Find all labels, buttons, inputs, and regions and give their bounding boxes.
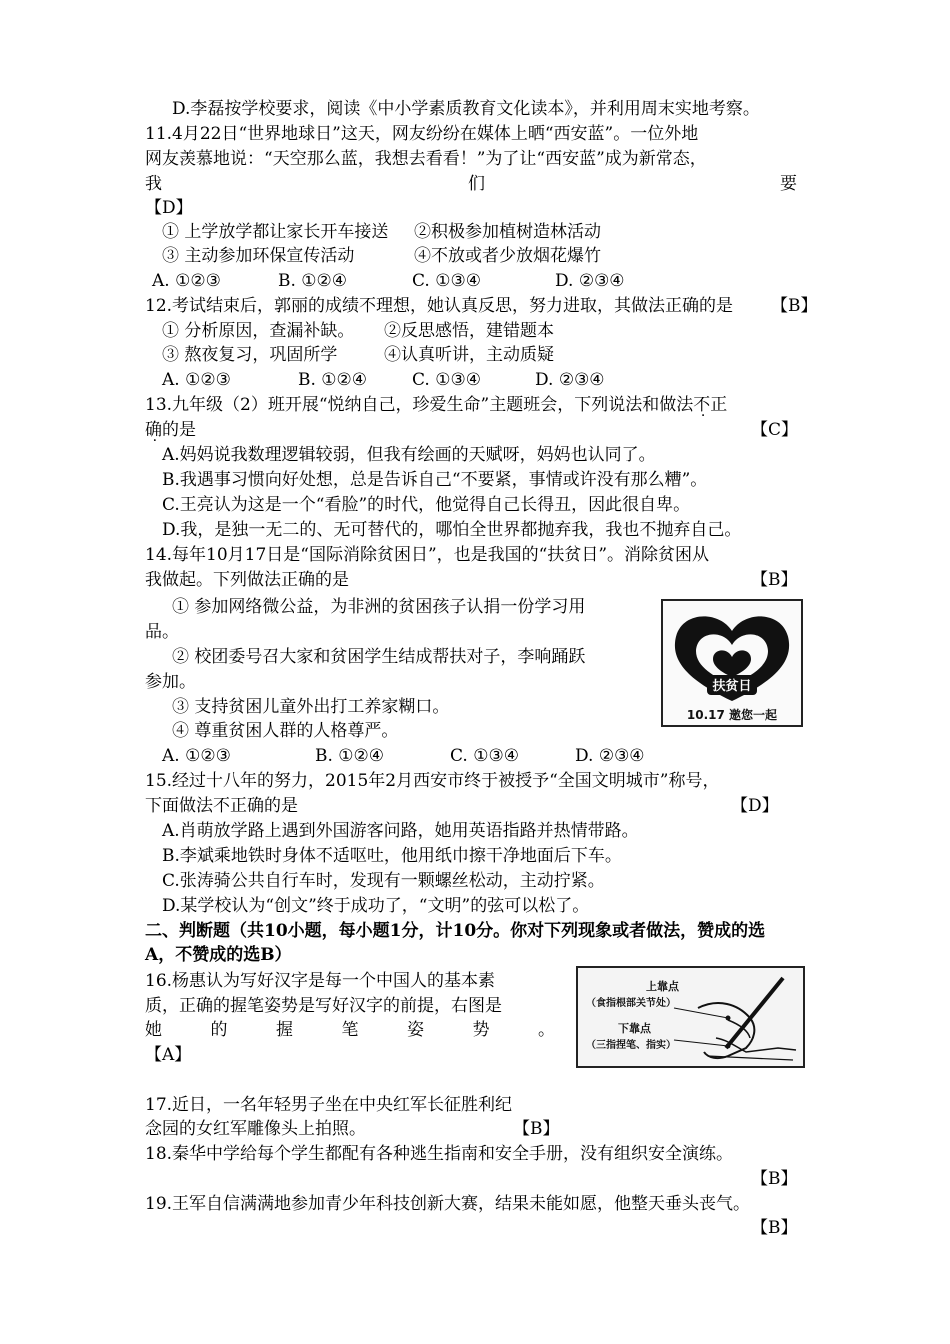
q12-option-b: B. ①②④ <box>298 370 368 390</box>
q16-char: 势 <box>472 1020 490 1040</box>
q14-option-d: D. ②③④ <box>575 746 645 766</box>
q14-option-c: C. ①③④ <box>450 746 519 766</box>
q14-item1a: ① 参加网络微公益，为非洲的贫困孩子认捐一份学习用 <box>172 597 586 617</box>
q12-option-a: A. ①②③ <box>162 370 231 390</box>
q16-answer: 【A】 <box>145 1045 192 1065</box>
upper-point-desc: （食指根部关节处） <box>586 998 676 1009</box>
q16-char: 握 <box>276 1020 293 1040</box>
q14-option-b: B. ①②④ <box>315 746 385 766</box>
q11-item2: ②积极参加植树造林活动 <box>414 222 601 242</box>
q16-stem-line2: 质，正确的握笔姿势是写好汉字的前提，右图是 <box>145 996 502 1016</box>
q14-item2b: 参加。 <box>145 672 196 692</box>
q16-char: 。 <box>538 1020 555 1040</box>
q11-option-d: D. ②③④ <box>555 271 625 291</box>
q11-item4: ④不放或者少放烟花爆竹 <box>414 246 601 266</box>
q15-option-c: C.张涛骑公共自行车时，发现有一颗螺丝松动，主动拧紧。 <box>162 871 605 891</box>
q12-item2: ②反思感悟，建错题本 <box>384 321 554 341</box>
q15-stem-line1: 15.经过十八年的努力，2015年2月西安市终于被授予“全国文明城市”称号， <box>145 771 720 791</box>
section2-heading-line1: 二、判断题（共10小题，每小题1分，计10分。你对下列现象或者做法，赞成的选 <box>145 921 766 941</box>
q11-stem-line2: 网友羡慕地说：“天空那么蓝，我想去看看！”为了让“西安蓝”成为新常态， <box>145 149 707 169</box>
q18-answer: 【B】 <box>751 1169 798 1189</box>
q13-answer: 【C】 <box>751 420 799 440</box>
q13-option-b: B.我遇事习惯向好处想，总是告诉自己“不要紧，事情或许没有那么糟”。 <box>162 470 708 490</box>
q19-stem: 19.王军自信满满地参加青少年科技创新大赛，结果未能如愿，他整天垂头丧气。 <box>145 1194 751 1214</box>
q17-stem-line2: 念园的女红军雕像头上拍照。 <box>145 1119 366 1139</box>
q12-stem: 12.考试结束后，郭丽的成绩不理想，她认真反思，努力进取，其做法正确的是 <box>145 296 734 316</box>
q14-item3: ③ 支持贫困儿童外出打工养家糊口。 <box>172 697 450 717</box>
heart-logo-icon <box>663 601 801 725</box>
q11-stem-line3a: 我 <box>145 174 162 194</box>
q13-option-a: A.妈妈说我数理逻辑较弱，但我有绘画的天赋呀，妈妈也认同了。 <box>162 445 656 465</box>
q11-option-c: C. ①③④ <box>412 271 481 291</box>
q13-stem-line1-end: 正 <box>710 395 728 415</box>
q10-option-d: D.李磊按学校要求，阅读《中小学素质教育文化读本》，并利用周末实地考察。 <box>172 99 760 119</box>
q18-stem: 18.秦华中学给每个学生都配有各种逃生指南和安全手册，没有组织安全演练。 <box>145 1144 734 1164</box>
q14-item4: ④ 尊重贫困人群的人格尊严。 <box>172 721 399 741</box>
q14-stem-line2: 我做起。下列做法正确的是 <box>145 570 349 590</box>
q13-option-d: D.我，是独一无二的、无可替代的，哪怕全世界都抛弃我，我也不抛弃自己。 <box>162 520 742 540</box>
q15-option-b: B.李斌乘地铁时身体不适呕吐，他用纸巾擦干净地面后下车。 <box>162 846 622 866</box>
q11-option-b: B. ①②④ <box>278 271 348 291</box>
logo-text: 扶贫日 <box>712 679 752 694</box>
q11-stem-line3c: 要 <box>780 174 797 194</box>
q13-stem-line2-text: 的是 <box>162 420 196 440</box>
q12-answer: 【B】 <box>771 296 818 316</box>
q15-stem-line2: 下面做法不正确的是 <box>145 796 298 816</box>
q12-item4: ④认真听讲，主动质疑 <box>384 345 554 365</box>
q15-option-d: D.某学校认为“创文”终于成功了，“文明”的弦可以松了。 <box>162 896 590 916</box>
q13-emph-que: 确 <box>145 420 162 440</box>
q11-item1: ① 上学放学都让家长开车接送 <box>162 222 389 242</box>
logo-caption: 10.17 邀您一起 <box>686 708 778 722</box>
poverty-day-logo-image <box>661 599 803 727</box>
q16-stem-line1: 16.杨惠认为写好汉字是每一个中国人的基本素 <box>145 971 496 991</box>
q14-answer: 【B】 <box>751 570 798 590</box>
q11-option-a: A. ①②③ <box>152 271 221 291</box>
hand-holding-pen-icon <box>578 968 803 1066</box>
q11-stem-line1: 11.4月22日“世界地球日”这天，网友纷纷在媒体上晒“西安蓝”。一位外地 <box>145 124 699 144</box>
q17-stem-line1: 17.近日，一名年轻男子坐在中央红军长征胜利纪 <box>145 1095 513 1115</box>
q16-char: 姿 <box>407 1020 424 1040</box>
q11-stem-line3b: 们 <box>468 174 485 194</box>
q15-option-a: A.肖萌放学路上遇到外国游客问路，她用英语指路并热情带路。 <box>162 821 639 841</box>
q13-emph-bu: 不 <box>693 395 711 415</box>
q17-answer: 【B】 <box>513 1119 560 1139</box>
pen-grip-figure <box>576 966 805 1068</box>
q12-option-d: D. ②③④ <box>535 370 605 390</box>
q11-answer: 【D】 <box>145 198 193 218</box>
q12-option-c: C. ①③④ <box>412 370 481 390</box>
q15-answer: 【D】 <box>731 796 779 816</box>
q16-stem-line3 <box>145 1019 555 1041</box>
q14-option-a: A. ①②③ <box>162 746 231 766</box>
q13-stem-line1-text: 13.九年级（2）班开展“悦纳自己，珍爱生命”主题班会，下列说法和做法 <box>145 395 694 415</box>
q19-answer: 【B】 <box>751 1218 798 1238</box>
q14-item1b: 品。 <box>145 622 179 642</box>
q16-char: 笔 <box>341 1020 359 1040</box>
lower-point-desc: （三指捏笔、指实） <box>586 1040 676 1051</box>
q14-item2a: ② 校团委号召大家和贫困学生结成帮扶对子，李响踊跃 <box>172 647 586 667</box>
section2-heading-line2: A，不赞成的选B） <box>145 945 292 965</box>
q16-char: 的 <box>210 1020 228 1040</box>
q12-item1: ① 分析原因，查漏补缺。 <box>162 321 355 341</box>
q13-stem-line1 <box>145 394 727 416</box>
upper-point-label: 上靠点 <box>646 980 679 993</box>
q14-stem-line1: 14.每年10月17日是“国际消除贫困日”，也是我国的“扶贫日”。消除贫困从 <box>145 545 710 565</box>
q13-option-c: C.王亮认为这是一个“看脸”的时代，他觉得自己长得丑，因此很自卑。 <box>162 495 691 515</box>
q16-char: 她 <box>145 1020 162 1040</box>
lower-point-label: 下靠点 <box>618 1022 651 1035</box>
q13-stem-line2 <box>145 419 196 441</box>
q11-item3: ③ 主动参加环保宣传活动 <box>162 246 355 266</box>
q12-item3: ③ 熬夜复习，巩固所学 <box>162 345 338 365</box>
